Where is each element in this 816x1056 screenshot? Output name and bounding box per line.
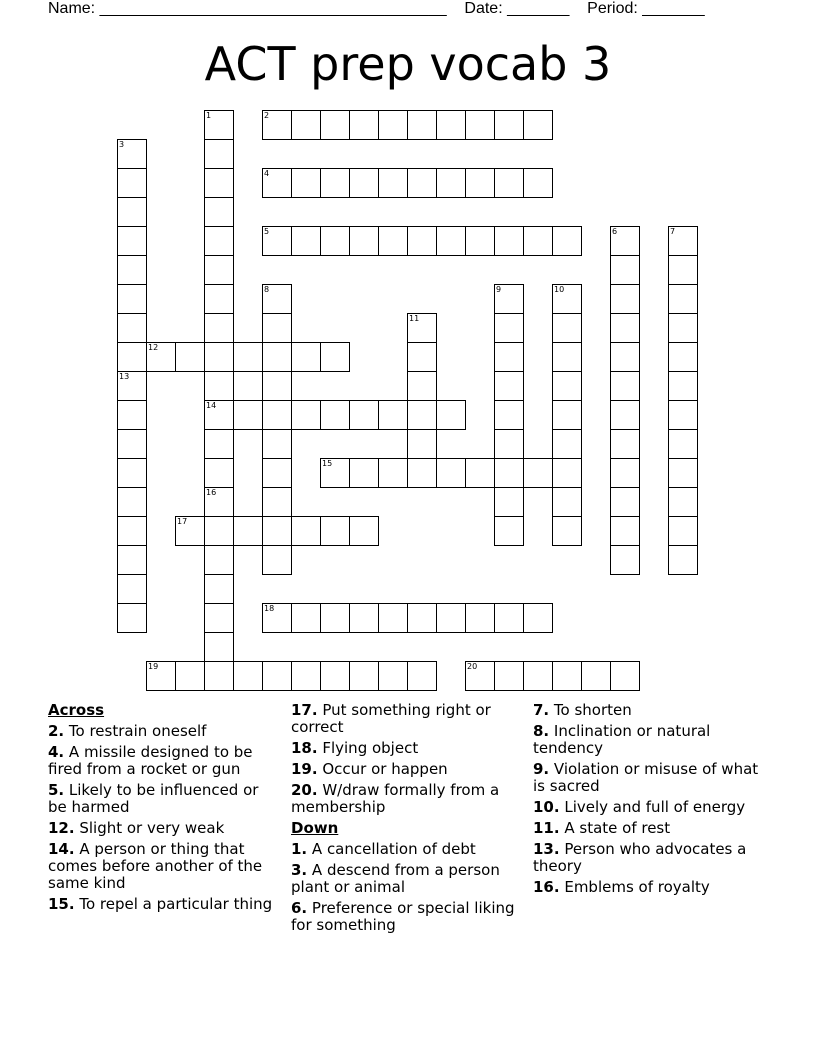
clue-item-number: 12. <box>48 819 75 837</box>
grid-cell[interactable] <box>668 545 698 575</box>
clue-number: 1 <box>206 111 212 120</box>
grid-cell[interactable] <box>291 226 321 256</box>
grid-cell[interactable] <box>494 661 524 691</box>
grid-cell[interactable] <box>117 371 147 401</box>
grid-cell[interactable] <box>291 516 321 546</box>
grid-cell[interactable] <box>262 545 292 575</box>
clue-item-text: Lively and full of energy <box>559 798 746 816</box>
grid-cell[interactable] <box>436 110 466 140</box>
grid-cell[interactable] <box>117 226 147 256</box>
grid-cell[interactable] <box>523 168 553 198</box>
clue-item <box>48 723 280 740</box>
grid-cell[interactable] <box>262 603 292 633</box>
grid-cell[interactable] <box>552 400 582 430</box>
grid-cell[interactable] <box>233 342 263 372</box>
clues-column-1 <box>48 702 280 917</box>
grid-cell[interactable] <box>262 400 292 430</box>
grid-cell[interactable] <box>494 516 524 546</box>
grid-cell[interactable] <box>204 661 234 691</box>
clue-item-number: 17. <box>291 701 318 719</box>
grid-cell[interactable] <box>204 371 234 401</box>
period-field[interactable]: Period: _______ <box>587 0 705 17</box>
clue-item <box>291 702 523 736</box>
grid-cell[interactable] <box>523 226 553 256</box>
grid-cell[interactable] <box>291 400 321 430</box>
grid-cell[interactable] <box>262 168 292 198</box>
grid-cell[interactable] <box>378 661 408 691</box>
grid-cell[interactable] <box>204 487 234 517</box>
clue-item-text: Slight or very weak <box>74 819 225 837</box>
clue-item <box>48 820 280 837</box>
grid-cell[interactable] <box>204 313 234 343</box>
grid-cell[interactable] <box>117 168 147 198</box>
grid-cell[interactable] <box>494 342 524 372</box>
clue-number: 5 <box>264 227 270 236</box>
grid-cell[interactable] <box>494 284 524 314</box>
grid-cell[interactable] <box>581 661 611 691</box>
clue-item-number: 10. <box>533 798 560 816</box>
grid-cell[interactable] <box>523 661 553 691</box>
clue-item <box>291 862 523 896</box>
grid-cell[interactable] <box>407 342 437 372</box>
grid-cell[interactable] <box>233 400 263 430</box>
grid-cell[interactable] <box>320 226 350 256</box>
clue-item <box>291 761 523 778</box>
clue-number: 10 <box>554 285 565 294</box>
grid-cell[interactable] <box>204 284 234 314</box>
clue-item <box>533 820 765 837</box>
grid-cell[interactable] <box>204 226 234 256</box>
down-heading: Down <box>291 819 339 837</box>
grid-cell[interactable] <box>465 110 495 140</box>
grid-cell[interactable] <box>494 487 524 517</box>
clue-item-number: 20. <box>291 781 318 799</box>
grid-cell[interactable] <box>610 400 640 430</box>
down-clue-list <box>291 841 523 934</box>
clue-item <box>48 744 280 778</box>
grid-cell[interactable] <box>668 226 698 256</box>
grid-cell[interactable] <box>378 458 408 488</box>
grid-cell[interactable] <box>291 168 321 198</box>
clue-item <box>291 841 523 858</box>
grid-cell[interactable] <box>668 255 698 285</box>
grid-cell[interactable] <box>494 371 524 401</box>
grid-cell[interactable] <box>610 371 640 401</box>
grid-cell[interactable] <box>407 400 437 430</box>
clue-item-text: To restrain oneself <box>64 722 207 740</box>
grid-cell[interactable] <box>146 661 176 691</box>
clue-number: 16 <box>206 488 217 497</box>
grid-cell[interactable] <box>349 226 379 256</box>
clue-item-number: 13. <box>533 840 560 858</box>
clue-number: 14 <box>206 401 217 410</box>
grid-cell[interactable] <box>262 661 292 691</box>
clue-item-number: 9. <box>533 760 550 778</box>
clue-item <box>48 782 280 816</box>
clue-item-number: 8. <box>533 722 550 740</box>
clue-item-text: Occur or happen <box>317 760 448 778</box>
grid-cell[interactable] <box>117 400 147 430</box>
grid-cell[interactable] <box>523 603 553 633</box>
clue-item-text: A cancellation of debt <box>307 840 476 858</box>
grid-cell[interactable] <box>465 458 495 488</box>
grid-cell[interactable] <box>552 342 582 372</box>
clue-item <box>533 879 765 896</box>
grid-cell[interactable] <box>320 110 350 140</box>
grid-cell[interactable] <box>233 661 263 691</box>
clue-number: 6 <box>612 227 618 236</box>
grid-cell[interactable] <box>204 545 234 575</box>
grid-cell[interactable] <box>494 110 524 140</box>
grid-cell[interactable] <box>610 255 640 285</box>
grid-cell[interactable] <box>494 458 524 488</box>
grid-cell[interactable] <box>436 226 466 256</box>
clue-number: 4 <box>264 169 270 178</box>
grid-cell[interactable] <box>407 458 437 488</box>
grid-cell[interactable] <box>407 313 437 343</box>
grid-cell[interactable] <box>668 313 698 343</box>
grid-cell[interactable] <box>378 168 408 198</box>
clue-number: 11 <box>409 314 420 323</box>
grid-cell[interactable] <box>378 603 408 633</box>
grid-cell[interactable] <box>668 284 698 314</box>
grid-cell[interactable] <box>436 458 466 488</box>
grid-cell[interactable] <box>117 284 147 314</box>
clue-number: 15 <box>322 459 333 468</box>
clues-column-2 <box>291 702 523 938</box>
down-clue-list-continued <box>533 702 765 896</box>
clue-number: 12 <box>148 343 159 352</box>
grid-cell[interactable] <box>668 458 698 488</box>
grid-cell[interactable] <box>436 168 466 198</box>
grid-cell[interactable] <box>610 487 640 517</box>
grid-cell[interactable] <box>552 284 582 314</box>
clue-item-text: Inclination or natural tendency <box>533 722 711 757</box>
grid-cell[interactable] <box>436 400 466 430</box>
clue-item-number: 19. <box>291 760 318 778</box>
name-field[interactable]: Name: _______________________________________ <box>48 0 447 17</box>
clue-item-text: A person or thing that comes before another of the same kind <box>48 840 263 892</box>
grid-cell[interactable] <box>117 342 147 372</box>
grid-cell[interactable] <box>494 313 524 343</box>
clue-item-text: A descend from a person plant or animal <box>291 861 500 896</box>
grid-cell[interactable] <box>291 603 321 633</box>
clue-number: 7 <box>670 227 676 236</box>
grid-cell[interactable] <box>494 603 524 633</box>
clue-item-text: Flying object <box>317 739 419 757</box>
across-clue-list <box>48 723 280 913</box>
grid-cell[interactable] <box>175 661 205 691</box>
grid-cell[interactable] <box>378 226 408 256</box>
grid-cell[interactable] <box>320 458 350 488</box>
grid-cell[interactable] <box>117 458 147 488</box>
clue-item-number: 5. <box>48 781 65 799</box>
grid-cell[interactable] <box>668 516 698 546</box>
grid-cell[interactable] <box>262 371 292 401</box>
grid-cell[interactable] <box>204 458 234 488</box>
grid-cell[interactable] <box>262 313 292 343</box>
grid-cell[interactable] <box>204 632 234 662</box>
grid-cell[interactable] <box>610 516 640 546</box>
clue-item-text: A missile designed to be fired from a rocket or gun <box>48 743 253 778</box>
grid-cell[interactable] <box>465 226 495 256</box>
grid-cell[interactable] <box>610 284 640 314</box>
clue-item <box>533 702 765 719</box>
grid-cell[interactable] <box>407 371 437 401</box>
grid-cell[interactable] <box>552 371 582 401</box>
grid-cell[interactable] <box>204 342 234 372</box>
clue-number: 13 <box>119 372 130 381</box>
grid-cell[interactable] <box>175 342 205 372</box>
clue-item <box>48 841 280 892</box>
grid-cell[interactable] <box>552 226 582 256</box>
grid-cell[interactable] <box>349 661 379 691</box>
clue-item-number: 11. <box>533 819 560 837</box>
grid-cell[interactable] <box>320 603 350 633</box>
grid-cell[interactable] <box>349 400 379 430</box>
grid-cell[interactable] <box>349 168 379 198</box>
clue-item <box>533 799 765 816</box>
clue-item <box>291 900 523 934</box>
grid-cell[interactable] <box>146 342 176 372</box>
clue-item-text: Person who advocates a theory <box>533 840 747 875</box>
grid-cell[interactable] <box>610 342 640 372</box>
grid-cell[interactable] <box>291 110 321 140</box>
grid-cell[interactable] <box>552 487 582 517</box>
grid-cell[interactable] <box>204 168 234 198</box>
grid-cell[interactable] <box>204 139 234 169</box>
grid-cell[interactable] <box>117 197 147 227</box>
clue-item <box>48 896 280 913</box>
grid-cell[interactable] <box>378 400 408 430</box>
grid-cell[interactable] <box>117 603 147 633</box>
clue-item-text: Emblems of royalty <box>559 878 710 896</box>
clue-item <box>533 723 765 757</box>
grid-cell[interactable] <box>668 371 698 401</box>
grid-cell[interactable] <box>204 574 234 604</box>
clue-item-number: 3. <box>291 861 308 879</box>
clue-number: 20 <box>467 662 478 671</box>
clue-item-text: To shorten <box>549 701 632 719</box>
grid-cell[interactable] <box>320 342 350 372</box>
grid-cell[interactable] <box>262 458 292 488</box>
clue-item-text: Preference or special liking for something <box>291 899 515 934</box>
clue-item-text: Violation or misuse of what is sacred <box>533 760 759 795</box>
grid-cell[interactable] <box>668 400 698 430</box>
grid-cell[interactable] <box>523 110 553 140</box>
clue-item <box>291 782 523 816</box>
grid-cell[interactable] <box>465 168 495 198</box>
across-heading: Across <box>48 701 105 719</box>
grid-cell[interactable] <box>349 110 379 140</box>
clue-number: 19 <box>148 662 159 671</box>
grid-cell[interactable] <box>117 313 147 343</box>
clue-item-number: 14. <box>48 840 75 858</box>
grid-cell[interactable] <box>117 487 147 517</box>
grid-cell[interactable] <box>552 429 582 459</box>
grid-cell[interactable] <box>407 168 437 198</box>
grid-cell[interactable] <box>204 197 234 227</box>
grid-cell[interactable] <box>610 661 640 691</box>
grid-cell[interactable] <box>436 603 466 633</box>
grid-cell[interactable] <box>668 342 698 372</box>
grid-cell[interactable] <box>494 400 524 430</box>
grid-cell[interactable] <box>610 226 640 256</box>
grid-cell[interactable] <box>320 168 350 198</box>
clue-item-text: Likely to be influenced or be harmed <box>48 781 259 816</box>
grid-cell[interactable] <box>378 110 408 140</box>
grid-cell[interactable] <box>117 545 147 575</box>
clue-item-number: 1. <box>291 840 308 858</box>
clue-number: 18 <box>264 604 275 613</box>
grid-cell[interactable] <box>291 342 321 372</box>
clue-item <box>533 841 765 875</box>
clues-column-3 <box>533 702 765 900</box>
grid-cell[interactable] <box>204 516 234 546</box>
grid-cell[interactable] <box>233 516 263 546</box>
grid-cell[interactable] <box>320 661 350 691</box>
grid-cell[interactable] <box>407 226 437 256</box>
grid-cell[interactable] <box>494 429 524 459</box>
clue-item-number: 7. <box>533 701 550 719</box>
clue-item-text: A state of rest <box>559 819 671 837</box>
grid-cell[interactable] <box>291 661 321 691</box>
grid-cell[interactable] <box>349 516 379 546</box>
date-field[interactable]: Date: _______ <box>464 0 570 17</box>
grid-cell[interactable] <box>117 429 147 459</box>
grid-cell[interactable] <box>117 516 147 546</box>
grid-cell[interactable] <box>465 603 495 633</box>
grid-cell[interactable] <box>494 168 524 198</box>
grid-cell[interactable] <box>117 574 147 604</box>
grid-cell[interactable] <box>204 400 234 430</box>
clue-item-number: 6. <box>291 899 308 917</box>
grid-cell[interactable] <box>610 545 640 575</box>
page-title: ACT prep vocab 3 <box>204 37 612 91</box>
clue-item-number: 18. <box>291 739 318 757</box>
grid-cell[interactable] <box>204 429 234 459</box>
grid-cell[interactable] <box>320 400 350 430</box>
clue-number: 3 <box>119 140 125 149</box>
clue-number: 17 <box>177 517 188 526</box>
grid-cell[interactable] <box>117 255 147 285</box>
clue-item-number: 2. <box>48 722 65 740</box>
clue-item-text: W/draw formally from a membership <box>291 781 500 816</box>
clue-item <box>291 740 523 757</box>
grid-cell[interactable] <box>349 603 379 633</box>
grid-cell[interactable] <box>610 458 640 488</box>
clue-item <box>533 761 765 795</box>
clue-number: 8 <box>264 285 270 294</box>
grid-cell[interactable] <box>668 429 698 459</box>
grid-cell[interactable] <box>117 139 147 169</box>
grid-cell[interactable] <box>262 342 292 372</box>
clue-number: 9 <box>496 285 502 294</box>
grid-cell[interactable] <box>262 516 292 546</box>
grid-cell[interactable] <box>552 313 582 343</box>
clue-number: 2 <box>264 111 270 120</box>
grid-cell[interactable] <box>552 661 582 691</box>
grid-cell[interactable] <box>407 110 437 140</box>
grid-cell[interactable] <box>494 226 524 256</box>
grid-cell[interactable] <box>204 603 234 633</box>
grid-cell[interactable] <box>668 487 698 517</box>
clue-item-number: 15. <box>48 895 75 913</box>
grid-cell[interactable] <box>175 516 205 546</box>
across-clue-list-continued <box>291 702 523 816</box>
grid-cell[interactable] <box>523 458 553 488</box>
grid-cell[interactable] <box>552 516 582 546</box>
grid-cell[interactable] <box>610 429 640 459</box>
grid-cell[interactable] <box>262 110 292 140</box>
grid-cell[interactable] <box>262 226 292 256</box>
grid-cell[interactable] <box>262 429 292 459</box>
grid-cell[interactable] <box>262 284 292 314</box>
grid-cell[interactable] <box>320 516 350 546</box>
grid-cell[interactable] <box>407 429 437 459</box>
grid-cell[interactable] <box>465 661 495 691</box>
clue-item-number: 16. <box>533 878 560 896</box>
grid-cell[interactable] <box>204 110 234 140</box>
grid-cell[interactable] <box>552 458 582 488</box>
grid-cell[interactable] <box>204 255 234 285</box>
grid-cell[interactable] <box>262 487 292 517</box>
grid-cell[interactable] <box>349 458 379 488</box>
grid-cell[interactable] <box>407 661 437 691</box>
grid-cell[interactable] <box>407 603 437 633</box>
clue-item-text: Put something right or correct <box>291 701 491 736</box>
clue-item-number: 4. <box>48 743 65 761</box>
grid-cell[interactable] <box>610 313 640 343</box>
clue-item-text: To repel a particular thing <box>74 895 273 913</box>
